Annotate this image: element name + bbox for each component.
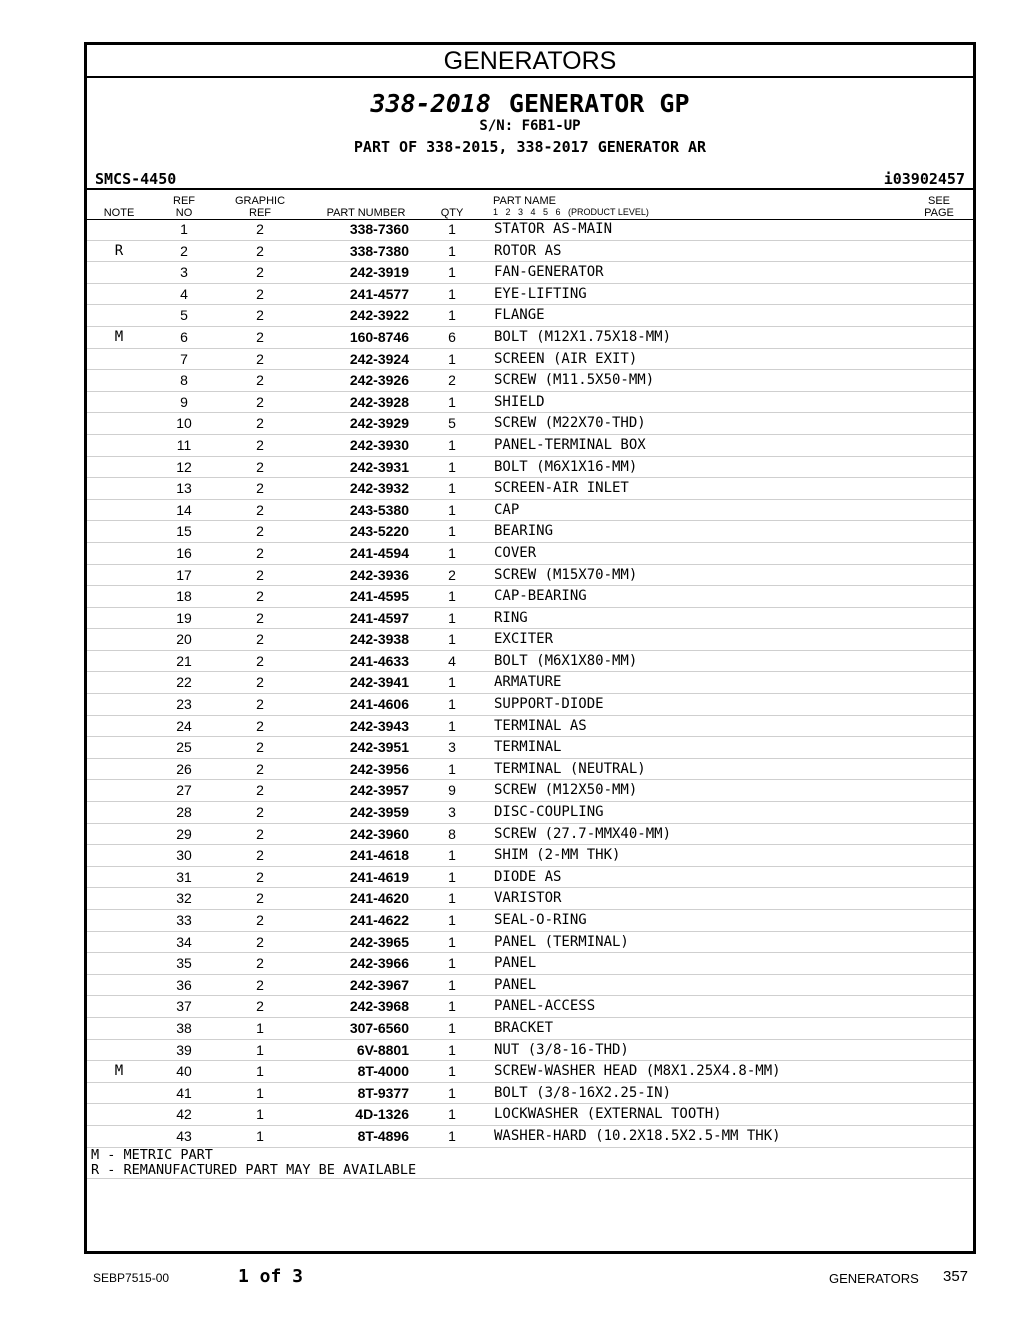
ref-no-cell: 2	[180, 242, 188, 259]
ref-no-cell: 38	[176, 1019, 192, 1036]
page-number: 357	[943, 1268, 969, 1285]
part-name-cell: LOCKWASHER (EXTERNAL TOOTH)	[494, 1106, 722, 1123]
table-row	[87, 629, 973, 651]
qty-cell: 1	[448, 221, 456, 237]
table-row	[87, 867, 973, 889]
graphic-ref-cell: 2	[256, 717, 264, 734]
part-number-cell: 242-3968	[349, 998, 409, 1015]
part-number-cell: 338-7360	[349, 221, 409, 237]
table-row	[87, 802, 973, 824]
part-number-cell: 242-3956	[349, 760, 409, 777]
graphic-ref-cell: 2	[256, 436, 264, 453]
table-row	[87, 1040, 973, 1062]
ref-no-cell: 43	[176, 1127, 192, 1144]
ref-no-cell: 12	[176, 458, 192, 475]
graphic-ref-cell: 2	[256, 393, 264, 410]
table-row	[87, 1083, 973, 1105]
doc-code: SEBP7515-00	[93, 1271, 170, 1285]
table-row	[87, 932, 973, 954]
part-number-cell: 160-8746	[349, 328, 409, 345]
graphic-ref-cell: 2	[256, 501, 264, 518]
qty-cell: 3	[448, 739, 456, 756]
qty-cell: 1	[448, 674, 456, 691]
part-number-cell: 242-3941	[349, 674, 409, 691]
part-name-cell: BRACKET	[494, 1019, 554, 1036]
part-number-cell: 241-4633	[349, 652, 409, 669]
qty-cell: 1	[448, 1063, 456, 1080]
graphic-ref-cell: 2	[256, 674, 264, 691]
qty-cell: 1	[448, 976, 456, 993]
ref-no-cell: 20	[176, 631, 192, 648]
part-name-cell: SEAL-O-RING	[494, 912, 587, 928]
graphic-ref-cell: 2	[256, 825, 264, 842]
qty-cell: 1	[448, 868, 456, 885]
table-row	[87, 349, 973, 371]
graphic-ref-cell: 2	[256, 998, 264, 1015]
qty-cell: 1	[448, 588, 456, 605]
ref-no-cell: 25	[176, 739, 192, 756]
serial-number: S/N: F6B1-UP	[479, 118, 581, 134]
part-number-cell: 242-3922	[349, 307, 409, 324]
qty-cell: 1	[448, 436, 456, 453]
table-row	[87, 759, 973, 781]
table-row	[87, 435, 973, 457]
part-name-cell: RING	[494, 609, 528, 626]
graphic-ref-cell: 2	[256, 652, 264, 669]
part-name-cell: BOLT (M12X1.75X18-MM)	[494, 328, 672, 345]
graphic-ref-cell: 1	[256, 1063, 264, 1080]
part-name-cell: TERMINAL AS	[494, 717, 587, 734]
qty-cell: 1	[448, 544, 456, 561]
part-number-cell: 8T-9377	[357, 1084, 409, 1101]
graphic-ref-cell: 2	[256, 523, 264, 540]
ref-no-cell: 34	[176, 933, 192, 950]
section-title: GENERATORS	[87, 45, 973, 78]
qty-cell: 1	[448, 890, 456, 907]
part-name-cell: DIODE AS	[494, 868, 562, 885]
qty-cell: 9	[448, 782, 456, 799]
part-number-cell: 241-4597	[349, 609, 409, 626]
qty-cell: 1	[448, 933, 456, 950]
graphic-ref-cell: 2	[256, 868, 264, 885]
table-row	[87, 586, 973, 608]
part-number-cell: 242-3966	[349, 955, 409, 972]
part-number-cell: 242-3926	[349, 372, 409, 389]
qty-cell: 1	[448, 912, 456, 928]
graphic-ref-cell: 2	[256, 458, 264, 475]
part-name-cell: PANEL	[494, 955, 537, 972]
part-name-cell: SHIM (2-MM THK)	[494, 847, 621, 864]
part-name-cell: TERMINAL	[494, 739, 562, 756]
graphic-ref-cell: 2	[256, 912, 264, 928]
graphic-ref-cell: 1	[256, 1106, 264, 1123]
ref-no-cell: 21	[176, 652, 192, 669]
part-number-cell: 242-3924	[349, 350, 409, 367]
part-number-cell: 242-3938	[349, 631, 409, 648]
part-of-line: PART OF 338-2015, 338-2017 GENERATOR AR	[353, 138, 707, 156]
notes-rule	[87, 1178, 973, 1179]
part-number-cell: 241-4594	[349, 544, 409, 561]
ref-no-cell: 5	[180, 307, 188, 324]
part-name-cell: VARISTOR	[494, 890, 562, 907]
ref-no-cell: 18	[176, 588, 192, 605]
graphic-ref-cell: 2	[256, 609, 264, 626]
table-row	[87, 1126, 973, 1148]
table-row	[87, 694, 973, 716]
table-row	[87, 824, 973, 846]
ref-no-cell: 8	[180, 372, 188, 389]
part-name-cell: BEARING	[494, 523, 554, 540]
parts-list-frame	[84, 42, 976, 1254]
graphic-ref-cell: 2	[256, 782, 264, 799]
part-number-cell: 242-3967	[349, 976, 409, 993]
table-row	[87, 975, 973, 997]
ref-no-cell: 23	[176, 696, 192, 713]
ref-no-cell: 26	[176, 760, 192, 777]
col-part-number: PART NUMBER	[326, 207, 406, 219]
graphic-ref-cell: 2	[256, 976, 264, 993]
table-row	[87, 521, 973, 543]
graphic-ref-cell: 2	[256, 372, 264, 389]
table-row	[87, 305, 973, 327]
ref-no-cell: 32	[176, 890, 192, 907]
part-number-cell: 242-3965	[349, 933, 409, 950]
table-row	[87, 241, 973, 263]
part-name-cell: FAN-GENERATOR	[494, 264, 604, 281]
qty-cell: 1	[448, 458, 456, 475]
graphic-ref-cell: 2	[256, 415, 264, 432]
col-note: NOTE	[103, 207, 135, 219]
part-name-cell: ARMATURE	[494, 674, 562, 691]
part-number-cell: 243-5220	[349, 523, 409, 540]
part-name-cell: DISC-COUPLING	[494, 804, 604, 821]
part-number-cell: 242-3931	[349, 458, 409, 475]
qty-cell: 5	[448, 415, 456, 432]
table-row	[87, 996, 973, 1018]
group-number: 338-2018	[370, 89, 491, 118]
table-row	[87, 327, 973, 349]
table-row	[87, 953, 973, 975]
part-number-cell: 242-3919	[349, 264, 409, 281]
ref-no-cell: 14	[176, 501, 192, 518]
part-name-cell: SCREW (27.7-MMX40-MM)	[494, 825, 672, 842]
parts-table	[87, 219, 973, 1148]
part-number-cell: 8T-4000	[357, 1063, 409, 1080]
graphic-ref-cell: 2	[256, 264, 264, 281]
part-name-cell: TERMINAL (NEUTRAL)	[494, 760, 646, 777]
part-name-cell: STATOR AS-MAIN	[494, 221, 613, 237]
part-name-cell: PANEL-ACCESS	[494, 998, 596, 1015]
graphic-ref-cell: 1	[256, 1041, 264, 1058]
qty-cell: 1	[448, 307, 456, 324]
table-row	[87, 910, 973, 932]
col-ref-no: REF NO	[173, 195, 195, 219]
group-name: GENERATOR GP	[508, 89, 690, 118]
table-row	[87, 780, 973, 802]
part-name-cell: PANEL (TERMINAL)	[494, 933, 629, 950]
table-row	[87, 370, 973, 392]
part-name-cell: SCREW (M12X50-MM)	[494, 782, 638, 799]
ref-no-cell: 39	[176, 1041, 192, 1058]
qty-cell: 1	[448, 523, 456, 540]
part-name-cell: CAP-BEARING	[494, 588, 587, 605]
table-row	[87, 716, 973, 738]
graphic-ref-cell: 2	[256, 804, 264, 821]
ref-no-cell: 31	[176, 868, 192, 885]
graphic-ref-cell: 2	[256, 955, 264, 972]
part-name-cell: EXCITER	[494, 631, 554, 648]
part-name-cell: PANEL	[494, 976, 537, 993]
page-of: 1 of 3	[238, 1266, 304, 1287]
part-number-cell: 241-4622	[349, 912, 409, 928]
part-number-cell: 241-4577	[349, 285, 409, 302]
part-number-cell: 242-3929	[349, 415, 409, 432]
ref-no-cell: 10	[176, 415, 192, 432]
ref-no-cell: 22	[176, 674, 192, 691]
graphic-ref-cell: 2	[256, 847, 264, 864]
qty-cell: 1	[448, 350, 456, 367]
ref-no-cell: 19	[176, 609, 192, 626]
ref-no-cell: 28	[176, 804, 192, 821]
part-number-cell: 241-4595	[349, 588, 409, 605]
qty-cell: 1	[448, 955, 456, 972]
qty-cell: 1	[448, 998, 456, 1015]
part-number-cell: 338-7380	[349, 242, 409, 259]
ref-no-cell: 35	[176, 955, 192, 972]
part-number-cell: 4D-1326	[355, 1106, 409, 1123]
part-number-cell: 241-4620	[349, 890, 409, 907]
footer-section: GENERATORS	[829, 1271, 919, 1286]
note-cell: M	[114, 328, 124, 345]
part-number-cell: 242-3943	[349, 717, 409, 734]
col-part-name: PART NAME	[493, 195, 556, 207]
col-qty: QTY	[440, 207, 464, 219]
part-name-cell: NUT (3/8-16-THD)	[494, 1041, 629, 1058]
graphic-ref-cell: 2	[256, 350, 264, 367]
part-number-cell: 6V-8801	[356, 1041, 409, 1058]
ref-no-cell: 7	[180, 350, 188, 367]
qty-cell: 1	[448, 285, 456, 302]
qty-cell: 1	[448, 1019, 456, 1036]
graphic-ref-cell: 2	[256, 307, 264, 324]
part-number-cell: 241-4619	[349, 868, 409, 885]
graphic-ref-cell: 2	[256, 588, 264, 605]
graphic-ref-cell: 2	[256, 328, 264, 345]
graphic-ref-cell: 2	[256, 221, 264, 237]
part-number-cell: 242-3957	[349, 782, 409, 799]
part-name-cell: BOLT (3/8-16X2.25-IN)	[494, 1084, 672, 1101]
table-row	[87, 1104, 973, 1126]
ref-no-cell: 9	[180, 393, 188, 410]
qty-cell: 1	[448, 1127, 456, 1144]
ref-no-cell: 13	[176, 480, 192, 497]
table-row	[87, 413, 973, 435]
part-name-cell: SCREW-WASHER HEAD (M8X1.25X4.8-MM)	[494, 1063, 781, 1080]
ref-no-cell: 40	[176, 1063, 192, 1080]
part-name-cell: BOLT (M6X1X16-MM)	[494, 458, 638, 475]
table-row	[87, 888, 973, 910]
graphic-ref-cell: 2	[256, 544, 264, 561]
ref-no-cell: 15	[176, 523, 192, 540]
ref-no-cell: 3	[180, 264, 188, 281]
graphic-ref-cell: 2	[256, 242, 264, 259]
note-metric: M - METRIC PART	[91, 1147, 213, 1163]
qty-cell: 1	[448, 631, 456, 648]
note-cell: R	[114, 242, 124, 259]
table-row	[87, 1018, 973, 1040]
table-row	[87, 543, 973, 565]
part-number-cell: 242-3960	[349, 825, 409, 842]
part-name-cell: FLANGE	[494, 307, 545, 324]
qty-cell: 1	[448, 696, 456, 713]
part-name-cell: SCREEN-AIR INLET	[494, 480, 629, 497]
notes-legend	[91, 1148, 416, 1178]
col-graphic-ref: GRAPHIC REF	[234, 195, 286, 219]
note-cell: M	[114, 1063, 124, 1080]
ref-no-cell: 30	[176, 847, 192, 864]
ref-no-cell: 17	[176, 566, 192, 583]
graphic-ref-cell: 2	[256, 631, 264, 648]
part-number-cell: 307-6560	[349, 1019, 409, 1036]
table-row	[87, 457, 973, 479]
qty-cell: 1	[448, 717, 456, 734]
graphic-ref-cell: 2	[256, 890, 264, 907]
table-row	[87, 672, 973, 694]
part-number-cell: 242-3936	[349, 566, 409, 583]
table-row	[87, 262, 973, 284]
ref-no-cell: 37	[176, 998, 192, 1015]
ref-no-cell: 36	[176, 976, 192, 993]
table-row	[87, 284, 973, 306]
note-reman: R - REMANUFACTURED PART MAY BE AVAILABLE	[91, 1162, 417, 1178]
table-row	[87, 737, 973, 759]
part-number-cell: 242-3932	[349, 480, 409, 497]
graphic-ref-cell: 1	[256, 1019, 264, 1036]
part-number-cell: 241-4606	[349, 696, 409, 713]
graphic-ref-cell: 2	[256, 285, 264, 302]
part-number-cell: 242-3930	[349, 436, 409, 453]
qty-cell: 1	[448, 1106, 456, 1123]
qty-cell: 1	[448, 609, 456, 626]
table-row	[87, 1061, 973, 1083]
illustration-id: i03902457	[883, 170, 965, 188]
qty-cell: 2	[448, 566, 456, 583]
graphic-ref-cell: 2	[256, 760, 264, 777]
qty-cell: 1	[448, 760, 456, 777]
ref-no-cell: 4	[180, 285, 188, 302]
ref-no-cell: 27	[176, 782, 192, 799]
smcs-code: SMCS-4450	[95, 170, 177, 188]
graphic-ref-cell: 2	[256, 696, 264, 713]
part-name-cell: EYE-LIFTING	[494, 285, 587, 302]
qty-cell: 8	[448, 825, 456, 842]
part-number-cell: 242-3928	[349, 393, 409, 410]
header-rule	[87, 188, 973, 190]
qty-cell: 2	[448, 372, 456, 389]
part-number-cell: 243-5380	[349, 501, 409, 518]
col-see-page: SEE PAGE	[924, 195, 954, 219]
part-name-cell: SCREW (M22X70-THD)	[494, 415, 646, 432]
qty-cell: 4	[448, 652, 456, 669]
qty-cell: 6	[448, 328, 456, 345]
qty-cell: 3	[448, 804, 456, 821]
table-row	[87, 478, 973, 500]
ref-no-cell: 41	[176, 1084, 192, 1101]
part-name-cell: ROTOR AS	[494, 242, 562, 259]
table-row	[87, 651, 973, 673]
ref-no-cell: 11	[176, 436, 192, 453]
part-number-cell: 8T-4896	[357, 1127, 409, 1144]
ref-no-cell: 6	[180, 328, 188, 345]
graphic-ref-cell: 2	[256, 933, 264, 950]
qty-cell: 1	[448, 1084, 456, 1101]
part-number-cell: 241-4618	[349, 847, 409, 864]
ref-no-cell: 24	[176, 717, 192, 734]
group-title	[87, 89, 973, 118]
table-row	[87, 392, 973, 414]
part-name-cell: SHIELD	[494, 393, 545, 410]
table-row	[87, 845, 973, 867]
part-name-cell: PANEL-TERMINAL BOX	[494, 436, 646, 453]
ref-no-cell: 29	[176, 825, 192, 842]
ref-no-cell: 42	[176, 1106, 192, 1123]
ref-no-cell: 1	[180, 221, 188, 237]
ref-no-cell: 33	[176, 912, 192, 928]
graphic-ref-cell: 1	[256, 1084, 264, 1101]
part-name-cell: CAP	[494, 501, 520, 518]
table-row	[87, 565, 973, 587]
part-name-cell: SCREW (M15X70-MM)	[494, 566, 638, 583]
qty-cell: 1	[448, 501, 456, 518]
ref-no-cell: 16	[176, 544, 192, 561]
graphic-ref-cell: 2	[256, 480, 264, 497]
table-row	[87, 608, 973, 630]
col-product-level: 1 2 3 4 5 6 (PRODUCT LEVEL)	[493, 207, 649, 217]
qty-cell: 1	[448, 242, 456, 259]
graphic-ref-cell: 2	[256, 566, 264, 583]
table-row	[87, 500, 973, 522]
table-row	[87, 219, 973, 241]
qty-cell: 1	[448, 264, 456, 281]
part-name-cell: BOLT (M6X1X80-MM)	[494, 652, 638, 669]
part-number-cell: 242-3959	[349, 804, 409, 821]
graphic-ref-cell: 2	[256, 739, 264, 756]
part-name-cell: WASHER-HARD (10.2X18.5X2.5-MM THK)	[494, 1127, 781, 1144]
part-name-cell: SUPPORT-DIODE	[494, 696, 604, 713]
graphic-ref-cell: 1	[256, 1127, 264, 1144]
part-name-cell: SCREW (M11.5X50-MM)	[494, 372, 655, 389]
part-number-cell: 242-3951	[349, 739, 409, 756]
qty-cell: 1	[448, 480, 456, 497]
qty-cell: 1	[448, 847, 456, 864]
part-name-cell: COVER	[494, 544, 537, 561]
part-name-cell: SCREEN (AIR EXIT)	[494, 350, 638, 367]
qty-cell: 1	[448, 393, 456, 410]
qty-cell: 1	[448, 1041, 456, 1058]
